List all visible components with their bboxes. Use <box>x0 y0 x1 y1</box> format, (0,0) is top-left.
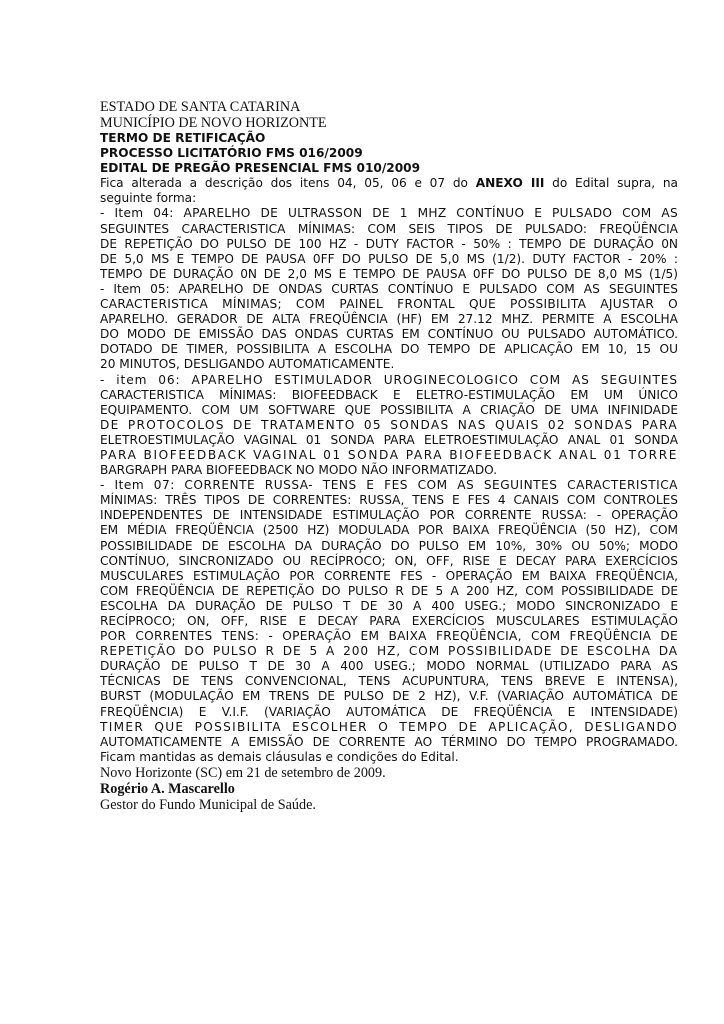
text-line: - Item 04: APARELHO DE ULTRASSON DE 1 MHZ CONTÍNUO E PULSADO COM AS <box>100 206 678 221</box>
annex-reference: ANEXO III <box>475 176 545 191</box>
text-line: TIMER QUE POSSIBILITA ESCOLHER O TEMPO DE APLICAÇÃO, DESLIGANDO <box>100 719 678 734</box>
text-line: POR CORRENTES TENS: - OPERAÇÃO EM BAIXA FREQÜÊNCIA, COM FREQÜÊNCIA DE <box>100 629 678 644</box>
text-line: SEGUINTES CARACTERISTICA MÍNIMAS: COM SEIS TIPOS DE PULSADO: FREQÜÊNCIA <box>100 221 678 236</box>
intro-line <box>100 176 678 191</box>
text-line: EM MÉDIA FREQÜÊNCIA (2500 HZ) MODULADA POR BAIXA FREQÜÊNCIA (50 HZ), COM <box>100 523 678 538</box>
place-date: Novo Horizonte (SC) em 21 de setembro de 2009. <box>100 764 386 781</box>
text-line: APARELHO. GERADOR DE ALTA FREQÜÊNCIA (HF) EM 27.12 MHZ. PERMITE A ESCOLHA <box>100 312 678 327</box>
signer-role: Gestor do Fundo Municipal de Saúde. <box>100 796 316 813</box>
text-line: MUSCULARES ESTIMULAÇÃO POR CORRENTE FES - OPERAÇÃO EM BAIXA FREQÜÊNCIA, <box>100 568 678 583</box>
text-line: BARGRAPH PARA BIOFEEDBACK NO MODO NÃO INFORMATIZADO. <box>100 463 498 478</box>
text-line: 20 MINUTOS, DESLIGANDO AUTOMATICAMENTE. <box>100 357 395 372</box>
text-line: BURST (MODULAÇÃO EM TRENS DE PULSO DE 2 HZ), V.F. (VARIAÇÃO AUTOMÁTICA DE <box>100 689 678 704</box>
document-title: TERMO DE RETIFICAÇÃO <box>100 131 266 145</box>
signer-name: Rogério A. Mascarello <box>100 780 235 797</box>
text-line: - item 06: APARELHO ESTIMULADOR UROGINECOLOGICO COM AS SEGUINTES <box>100 372 678 387</box>
intro-line-2: seguinte forma: <box>100 191 197 206</box>
municipality-heading: MUNICÍPIO DE NOVO HORIZONTE <box>100 115 327 131</box>
text-line: DE REPETIÇÃO DO PULSO DE 100 HZ - DUTY FACTOR - 50% : TEMPO DE DURAÇÃO 0N <box>100 236 678 251</box>
text-line: DE 5,0 MS E TEMPO DE PAUSA 0FF DO PULSO DE 5,0 MS (1/2). DUTY FACTOR - 20% : <box>100 251 678 266</box>
text-line: DO MODO DE EMISSÃO DAS ONDAS CURTAS EM CONTÍNUO OU PULSADO AUTOMÁTICO. <box>100 327 678 342</box>
intro-text-end: do Edital supra, na <box>544 176 678 191</box>
closing-sentence: Ficam mantidas as demais cláusulas e condições do Edital. <box>100 749 459 764</box>
text-line: TÉCNICAS DE TENS CONVENCIONAL, TENS ACUPUNTURA, TENS BREVE E INTENSA), <box>100 674 678 689</box>
intro-text: Fica alterada a descrição dos itens 04, 05, 06 e 07 do <box>100 176 476 191</box>
text-line: TEMPO DE DURAÇÃO 0N DE 2,0 MS E TEMPO DE PAUSA 0FF DO PULSO DE 8,0 MS (1/5) <box>100 266 678 281</box>
text-line: EQUIPAMENTO. COM UM SOFTWARE QUE POSSIBILITA A CRIAÇÃO DE UMA INFINIDADE <box>100 402 678 417</box>
document-page <box>100 99 678 813</box>
text-line: ESCOLHA DA DURAÇÃO DE PULSO T DE 30 A 400 USEG.; MODO SINCRONIZADO E <box>100 598 678 613</box>
text-line: - Item 07: CORRENTE RUSSA- TENS E FES COM AS SEGUINTES CARACTERISTICA <box>100 478 678 493</box>
text-line: ELETROESTIMULAÇÃO VAGINAL 01 SONDA PARA ELETROESTIMULAÇÃO ANAL 01 SONDA <box>100 432 678 447</box>
text-line: DURAÇÃO DE PULSO T DE 30 A 400 USEG.; MODO NORMAL (UTILIZADO PARA AS <box>100 659 678 674</box>
text-line: AUTOMATICAMENTE A EMISSÃO DE CORRENTE AO TÉRMINO DO TEMPO PROGRAMADO. <box>100 734 678 749</box>
text-line: FREQÜÊNCIA) E V.I.F. (VARIAÇÃO AUTOMÁTICA DE FREQÜÊNCIA E INTENSIDADE) <box>100 704 678 719</box>
text-line: DOTADO DE TIMER, POSSIBILITA A ESCOLHA DO TEMPO DE APLICAÇÃO EM 10, 15 OU <box>100 342 678 357</box>
item-descriptions <box>100 206 678 749</box>
text-line: RECÍPROCO; ON, OFF, RISE E DECAY PARA EXERCÍCIOS MUSCULARES ESTIMULAÇÃO <box>100 614 678 628</box>
text-line: - Item 05: APARELHO DE ONDAS CURTAS CONTÍNUO E PULSADO COM AS SEGUINTES <box>100 281 678 296</box>
text-line: REPETIÇÃO DO PULSO R DE 5 A 200 HZ, COM POSSIBILIDADE DE ESCOLHA DA <box>100 644 678 659</box>
text-line: CONTÍNUO, SINCRONIZADO OU RECÍPROCO; ON, OFF, RISE E DECAY PARA EXERCÍCIOS <box>100 553 678 568</box>
state-heading: ESTADO DE SANTA CATARINA <box>100 99 301 115</box>
text-line: DE PROTOCOLOS DE TRATAMENTO 05 SONDAS NAS QUAIS 02 SONDAS PARA <box>100 417 678 432</box>
text-line: MÍNIMAS: TRÊS TIPOS DE CORRENTES: RUSSA, TENS E FES 4 CANAIS COM CONTROLES <box>100 493 678 508</box>
text-line: PARA BIOFEEDBACK VAGINAL 01 SONDA PARA BIOFEEDBACK ANAL 01 TORRE <box>100 447 678 462</box>
text-line: COM FREQÜÊNCIA DE REPETIÇÃO DO PULSO R DE 5 A 200 HZ, COM POSSIBILIDADE DE <box>100 583 678 598</box>
edital-number: EDITAL DE PREGÃO PRESENCIAL FMS 010/2009 <box>100 161 421 176</box>
text-line: INDEPENDENTES DE INTENSIDADE ESTIMULAÇÃO POR CORRENTE RUSSA: - OPERAÇÃO <box>100 508 678 523</box>
process-number: PROCESSO LICITATÓRIO FMS 016/2009 <box>100 146 363 161</box>
text-line: CARACTERISTICA MÍNIMAS; COM PAINEL FRONTAL QUE POSSIBILITA AJUSTAR O <box>100 297 678 312</box>
text-line: POSSIBILIDADE DE ESCOLHA DA DURAÇÃO DO PULSO EM 10%, 30% OU 50%; MODO <box>100 538 678 553</box>
text-line: CARACTERISTICA MÍNIMAS: BIOFEEDBACK E ELETRO-ESTIMULAÇÃO EM UM ÚNICO <box>100 387 678 402</box>
